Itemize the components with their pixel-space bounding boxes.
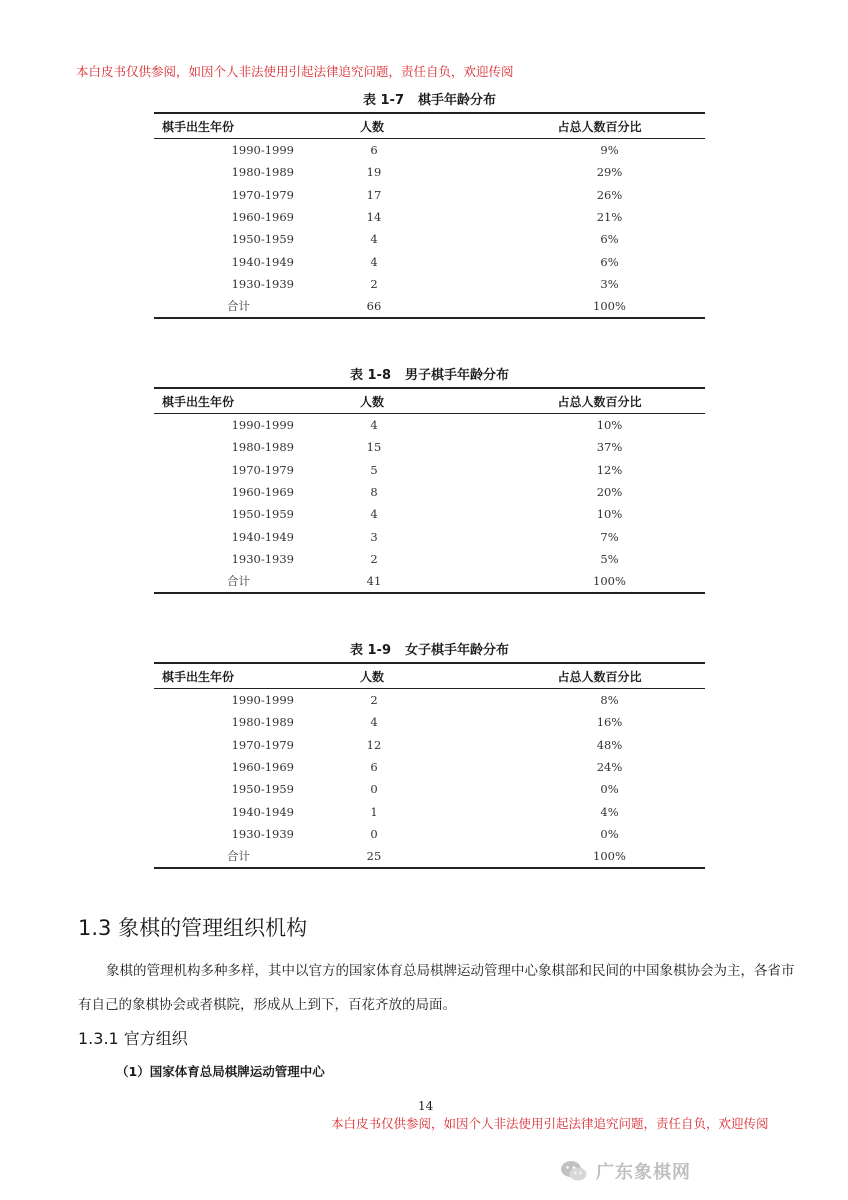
disclaimer-top: 本白皮书仅供参阅，如因个人非法使用引起法律追究问题，责任自负，欢迎传阅 [76, 64, 514, 79]
birth-year-cell: 1960-1969 [231, 485, 294, 500]
count-cell: 2 [370, 693, 378, 708]
percent-cell: 8% [600, 693, 619, 708]
count-cell: 66 [366, 299, 382, 314]
birth-year-cell: 1960-1969 [231, 210, 294, 225]
percent-cell: 48% [596, 737, 623, 752]
percent-cell: 5% [600, 551, 619, 566]
count-cell: 4 [370, 507, 378, 522]
table-row [154, 139, 705, 162]
birth-year-cell: 1990-1999 [231, 143, 294, 158]
percent-cell: 16% [596, 715, 623, 730]
birth-year-cell: 1940-1949 [231, 529, 294, 544]
subsection-heading: 1.3.1 官方组织 [78, 1029, 188, 1048]
birth-year-cell: 合计 [227, 849, 250, 864]
birth-year-cell: 1970-1979 [231, 462, 294, 477]
count-cell: 15 [366, 440, 382, 455]
percent-cell: 10% [596, 507, 623, 522]
count-cell: 17 [366, 187, 382, 202]
count-cell: 12 [366, 737, 382, 752]
table-row [154, 711, 705, 733]
birth-year-cell: 1950-1959 [231, 507, 294, 522]
table-row [154, 845, 705, 868]
table-title [154, 92, 705, 110]
birth-year-cell: 1950-1959 [231, 232, 294, 247]
table-title [154, 367, 705, 385]
count-cell: 8 [370, 485, 378, 500]
column-header: 棋手出生年份 [162, 669, 235, 684]
percent-cell: 21% [596, 210, 623, 225]
count-cell: 4 [370, 232, 378, 247]
count-cell: 2 [370, 276, 378, 291]
table-row [154, 756, 705, 778]
birth-year-cell: 1980-1989 [231, 715, 294, 730]
table-row [154, 548, 705, 570]
percent-cell: 12% [596, 462, 623, 477]
percent-cell: 100% [593, 574, 626, 589]
table-row [154, 228, 705, 250]
data-table [154, 112, 705, 319]
count-cell: 25 [366, 849, 382, 864]
percent-cell: 10% [596, 418, 623, 433]
table-caption: 男子棋手年龄分布 [405, 368, 510, 383]
age-table-2 [154, 367, 705, 594]
percent-cell: 0% [600, 782, 619, 797]
column-header: 棋手出生年份 [162, 394, 235, 409]
birth-year-cell: 1990-1999 [231, 693, 294, 708]
percent-cell: 37% [596, 440, 623, 455]
birth-year-cell: 1970-1979 [231, 187, 294, 202]
birth-year-cell: 1980-1989 [231, 440, 294, 455]
page-number: 14 [418, 1099, 434, 1113]
birth-year-cell: 1950-1959 [231, 782, 294, 797]
section-paragraph: 象棋的管理机构多种多样，其中以官方的国家体育总局棋牌运动管理中心象棋部和民间的中国象棋协会为主，各省市有自己的象棋协会或者棋院，形成从上到下，百花齐放的局面。 [78, 963, 795, 1013]
section-heading: 1.3 象棋的管理组织机构 [78, 916, 308, 940]
percent-cell: 20% [596, 485, 623, 500]
list-item-heading: （1）国家体育总局棋牌运动管理中心 [116, 1064, 325, 1079]
count-cell: 0 [370, 826, 378, 841]
percent-cell: 9% [600, 143, 619, 158]
age-table-1 [154, 92, 705, 319]
birth-year-cell: 合计 [227, 299, 250, 314]
birth-year-cell: 1940-1949 [231, 254, 294, 269]
column-header: 占总人数百分比 [557, 394, 642, 409]
table-header-row [154, 388, 705, 414]
table-row [154, 800, 705, 822]
table-row [154, 161, 705, 183]
data-table [154, 387, 705, 594]
watermark-text: 广东象棋网 [596, 1162, 691, 1183]
table-header-row [154, 663, 705, 689]
column-header: 占总人数百分比 [557, 669, 642, 684]
table-caption: 棋手年龄分布 [418, 93, 497, 108]
table-caption: 女子棋手年龄分布 [405, 643, 510, 658]
disclaimer-bottom: 本白皮书仅供参阅，如因个人非法使用引起法律追究问题，责任自负，欢迎传阅 [331, 1116, 769, 1131]
percent-cell: 7% [600, 529, 619, 544]
age-table-3 [154, 642, 705, 869]
table-row [154, 273, 705, 295]
column-header: 人数 [360, 119, 385, 134]
percent-cell: 6% [600, 254, 619, 269]
birth-year-cell: 1930-1939 [231, 276, 294, 291]
table-row [154, 503, 705, 525]
watermark [560, 1158, 691, 1184]
count-cell: 1 [370, 804, 378, 819]
column-header: 人数 [360, 669, 385, 684]
birth-year-cell: 1990-1999 [231, 418, 294, 433]
column-header: 人数 [360, 394, 385, 409]
table-row [154, 184, 705, 206]
table-row [154, 570, 705, 593]
count-cell: 4 [370, 418, 378, 433]
birth-year-cell: 1940-1949 [231, 804, 294, 819]
table-row [154, 525, 705, 547]
percent-cell: 3% [600, 276, 619, 291]
count-cell: 4 [370, 254, 378, 269]
table-number: 表 1-7 [362, 93, 404, 108]
birth-year-cell: 1930-1939 [231, 551, 294, 566]
table-row [154, 689, 705, 712]
table-row [154, 459, 705, 481]
table-title [154, 642, 705, 660]
count-cell: 41 [366, 574, 382, 589]
count-cell: 6 [370, 143, 378, 158]
table-row [154, 295, 705, 318]
table-row [154, 414, 705, 437]
count-cell: 6 [370, 760, 378, 775]
count-cell: 5 [370, 462, 378, 477]
percent-cell: 100% [593, 849, 626, 864]
table-row [154, 481, 705, 503]
count-cell: 2 [370, 551, 378, 566]
table-number: 表 1-8 [349, 368, 391, 383]
count-cell: 4 [370, 715, 378, 730]
table-row [154, 206, 705, 228]
table-header-row [154, 113, 705, 139]
birth-year-cell: 1930-1939 [231, 826, 294, 841]
table-row [154, 436, 705, 458]
count-cell: 14 [366, 210, 382, 225]
data-table [154, 662, 705, 869]
count-cell: 0 [370, 782, 378, 797]
table-number: 表 1-9 [349, 643, 391, 658]
birth-year-cell: 1970-1979 [231, 737, 294, 752]
birth-year-cell: 1960-1969 [231, 760, 294, 775]
birth-year-cell: 1980-1989 [231, 165, 294, 180]
count-cell: 19 [366, 165, 382, 180]
count-cell: 3 [370, 529, 378, 544]
table-row [154, 823, 705, 845]
column-header: 占总人数百分比 [557, 119, 642, 134]
percent-cell: 24% [596, 760, 623, 775]
table-row [154, 734, 705, 756]
column-header: 棋手出生年份 [162, 119, 235, 134]
table-row [154, 778, 705, 800]
percent-cell: 4% [600, 804, 619, 819]
birth-year-cell: 合计 [227, 574, 250, 589]
percent-cell: 26% [596, 187, 623, 202]
wechat-icon [560, 1160, 588, 1182]
table-row [154, 250, 705, 272]
percent-cell: 0% [600, 826, 619, 841]
percent-cell: 100% [593, 299, 626, 314]
percent-cell: 29% [596, 165, 623, 180]
percent-cell: 6% [600, 232, 619, 247]
